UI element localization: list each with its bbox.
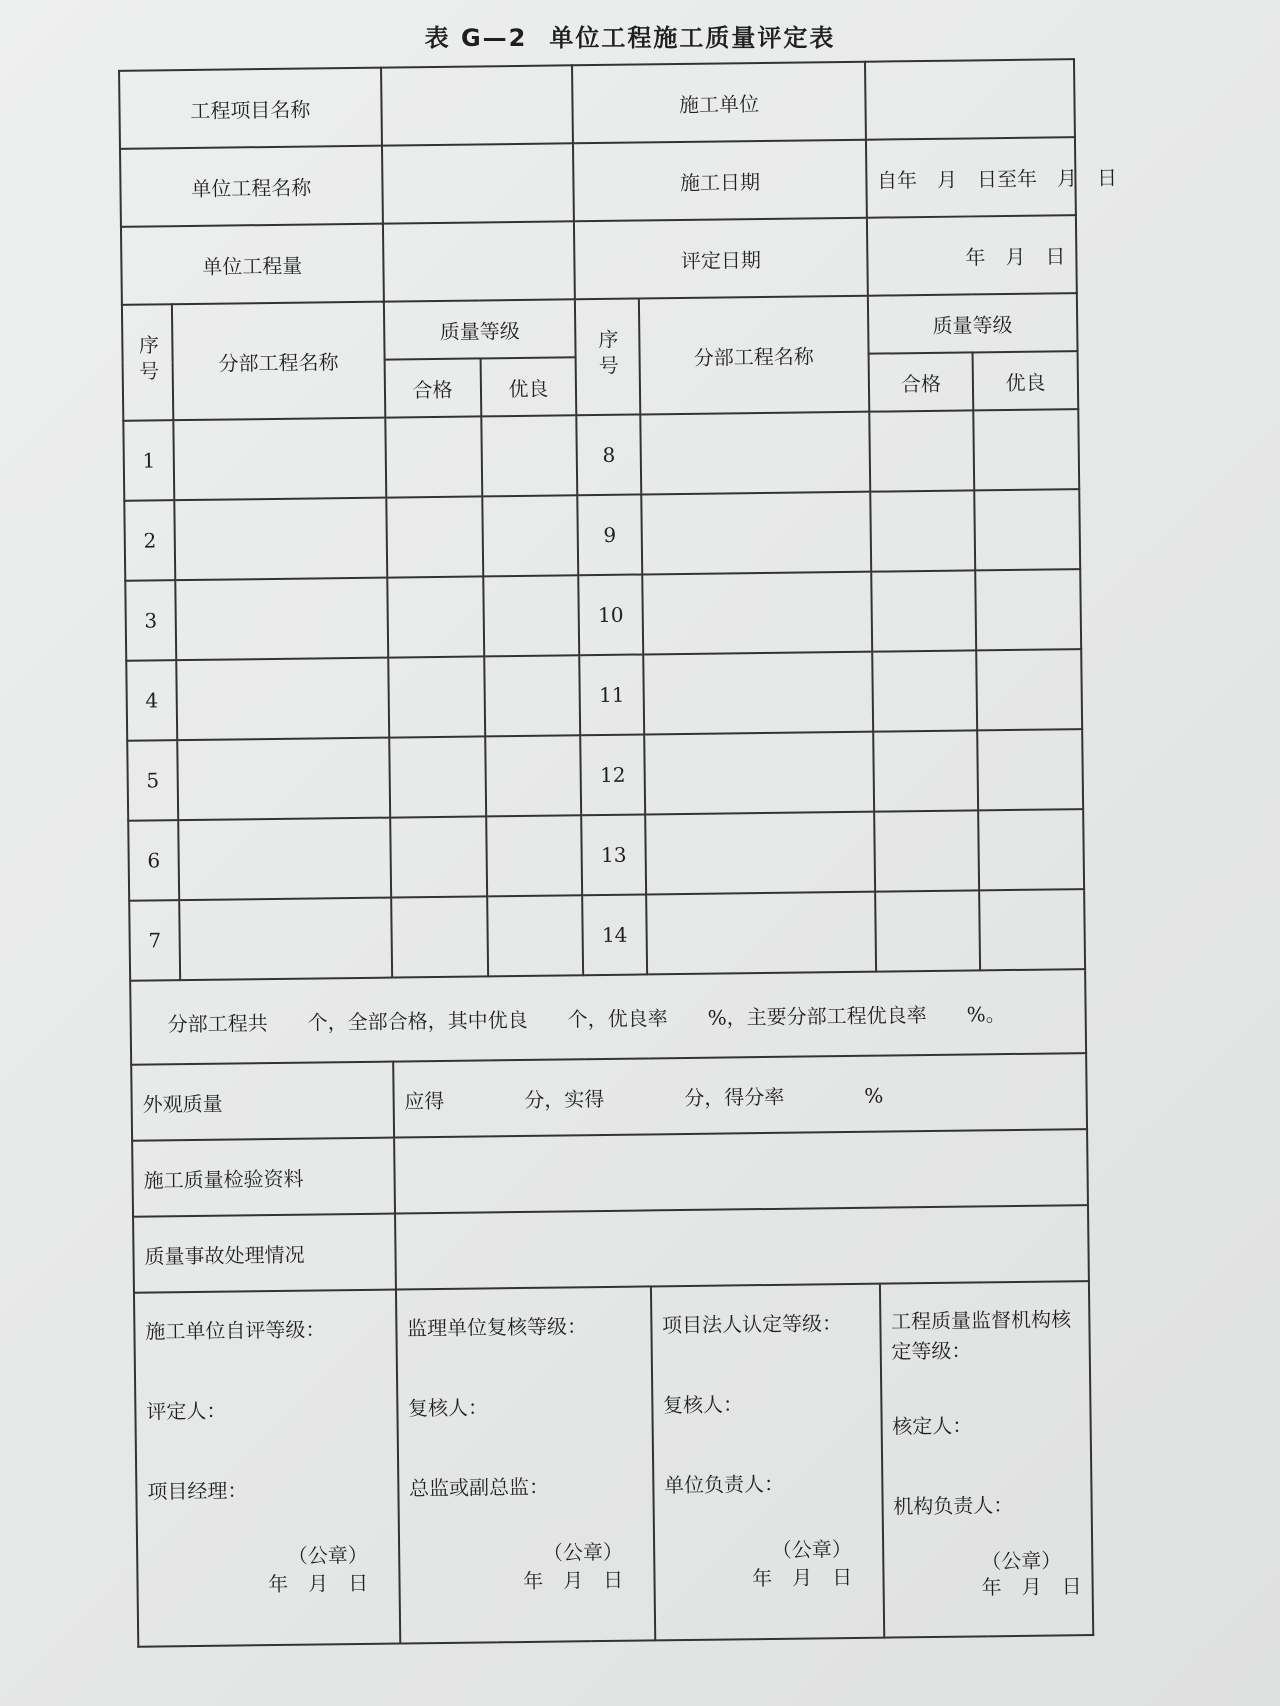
pass-cell[interactable] — [388, 656, 485, 737]
signature-block-owner[interactable] — [651, 1284, 884, 1641]
seal-label: （公章） — [981, 1548, 1062, 1574]
table-row — [126, 649, 1082, 741]
excellent-cell[interactable] — [484, 655, 581, 736]
excellent-cell[interactable] — [975, 569, 1081, 650]
table-row — [127, 729, 1083, 821]
section-name-cell[interactable] — [178, 818, 390, 901]
section-name-cell[interactable] — [645, 812, 875, 895]
seq-header-left: 序号 — [122, 304, 174, 421]
person-label: 评定人： — [146, 1398, 227, 1424]
pass-cell[interactable] — [390, 816, 487, 897]
excellent-cell[interactable] — [486, 815, 583, 896]
inspection-field[interactable] — [394, 1129, 1088, 1213]
pass-cell[interactable] — [869, 410, 975, 491]
seq-number: 2 — [124, 500, 175, 581]
excellent-cell[interactable] — [977, 729, 1083, 810]
person-label: 复核人： — [407, 1395, 489, 1421]
seq-number: 13 — [582, 814, 646, 895]
excellent-header-left: 优良 — [480, 357, 577, 416]
leader-label: 单位负责人： — [663, 1471, 785, 1498]
seq-number: 6 — [128, 820, 179, 901]
project-name-field[interactable] — [381, 65, 574, 145]
pass-cell[interactable] — [872, 650, 978, 731]
grade-label: 工程质量监督机构核定等级： — [890, 1307, 1072, 1364]
seq-number: 9 — [578, 494, 642, 575]
table-row — [128, 809, 1084, 901]
date-mid-text: 年 月 日至 — [896, 166, 1018, 192]
pass-header-right: 合格 — [868, 352, 973, 411]
excellent-cell[interactable] — [978, 809, 1084, 890]
seq-number: 10 — [579, 574, 643, 655]
unit-quantity-label: 单位工程量 — [121, 224, 384, 305]
pass-cell[interactable] — [873, 730, 979, 811]
section-name-cell[interactable] — [642, 572, 872, 655]
construction-date-field[interactable] — [866, 137, 1118, 218]
inspection-label: 施工质量检验资料 — [132, 1138, 395, 1217]
section-name-cell[interactable] — [641, 492, 871, 575]
seal-label: （公章） — [542, 1539, 624, 1565]
leader-label: 总监或副总监： — [408, 1474, 550, 1501]
construction-unit-field[interactable] — [865, 59, 1075, 140]
summary-row — [130, 969, 1086, 1065]
seq-number: 11 — [580, 654, 644, 735]
section-name-cell[interactable] — [179, 898, 391, 981]
pass-cell[interactable] — [871, 570, 977, 651]
grade-label: 施工单位自评等级： — [145, 1317, 326, 1344]
excellent-cell[interactable] — [481, 415, 578, 496]
date-label: 年 月 日 — [751, 1564, 853, 1591]
section-name-cell[interactable] — [173, 418, 385, 501]
pass-header-left: 合格 — [384, 358, 481, 417]
accident-label: 质量事故处理情况 — [133, 1214, 396, 1293]
table-title: 单位工程施工质量评定表 — [549, 24, 836, 52]
pass-cell[interactable] — [875, 890, 981, 971]
excellent-cell[interactable] — [483, 575, 580, 656]
seq-number: 8 — [577, 414, 641, 495]
appearance-row — [131, 1053, 1087, 1141]
evaluation-date-field[interactable]: 年 月 日 — [867, 215, 1077, 296]
pass-cell[interactable] — [874, 810, 980, 891]
appearance-label: 外观质量 — [131, 1062, 394, 1141]
project-name-label: 工程项目名称 — [119, 68, 382, 149]
accident-field[interactable] — [395, 1205, 1089, 1289]
date-label: 年 月 日 — [523, 1567, 624, 1594]
pass-cell[interactable] — [385, 416, 482, 497]
table-code: 表 G—2 — [424, 24, 528, 52]
table-row — [125, 569, 1081, 661]
quality-evaluation-form — [118, 58, 1118, 1648]
section-name-cell[interactable] — [177, 738, 389, 821]
table-row — [129, 889, 1085, 981]
signature-block-supervisor[interactable] — [396, 1286, 655, 1643]
table-row — [124, 489, 1080, 581]
unit-project-name-label: 单位工程名称 — [120, 146, 383, 227]
seq-number: 4 — [126, 660, 177, 741]
header-row-unit — [120, 137, 1076, 227]
seq-number: 12 — [581, 734, 645, 815]
date-label: 年 月 日 — [268, 1570, 369, 1597]
section-name-cell[interactable] — [174, 498, 386, 581]
seq-number: 5 — [127, 740, 178, 821]
seq-header-right: 序号 — [575, 299, 640, 416]
construction-unit-label: 施工单位 — [572, 62, 865, 144]
excellent-cell[interactable] — [975, 489, 1081, 570]
leader-label: 项目经理： — [147, 1478, 248, 1504]
seq-number: 14 — [583, 894, 647, 975]
pass-cell[interactable] — [386, 496, 483, 577]
grade-header-left: 质量等级 — [384, 299, 577, 359]
table-row — [123, 409, 1079, 501]
leader-label: 机构负责人： — [893, 1493, 1014, 1519]
seal-label: （公章） — [771, 1536, 852, 1562]
section-name-cell[interactable] — [175, 578, 387, 661]
appearance-score-text[interactable]: 应得 分，实得 分，得分率 % — [393, 1053, 1087, 1137]
inspection-row — [132, 1129, 1088, 1217]
excellent-cell[interactable] — [974, 409, 1080, 490]
seq-number: 7 — [129, 900, 180, 981]
excellent-cell[interactable] — [979, 889, 1085, 970]
excellent-cell[interactable] — [976, 649, 1082, 730]
accident-row — [133, 1205, 1089, 1293]
pass-cell[interactable] — [391, 896, 488, 977]
name-header-left: 分部工程名称 — [172, 302, 385, 421]
pass-cell[interactable] — [387, 576, 484, 657]
seal-label: （公章） — [287, 1542, 368, 1568]
unit-project-name-field[interactable] — [382, 143, 575, 223]
construction-date-label: 施工日期 — [573, 140, 866, 222]
summary-text: 分部工程共 个，全部合格，其中优良 个，优良率 %，主要分部工程优良率 %。 — [130, 969, 1086, 1065]
excellent-header-right: 优良 — [973, 351, 1078, 410]
date-from-text: 自 — [876, 167, 898, 193]
name-header-right: 分部工程名称 — [639, 296, 869, 415]
excellent-cell[interactable] — [482, 495, 579, 576]
section-name-cell[interactable] — [644, 732, 874, 815]
excellent-cell[interactable] — [487, 895, 584, 976]
signature-block-contractor[interactable] — [134, 1290, 400, 1647]
section-name-cell[interactable] — [640, 412, 870, 495]
header-row-quantity — [121, 215, 1077, 305]
person-label: 核定人： — [892, 1413, 973, 1439]
section-name-cell[interactable] — [176, 658, 388, 741]
grade-label: 监理单位复核等级： — [406, 1314, 588, 1341]
page-title — [0, 18, 1260, 53]
section-name-cell[interactable] — [646, 892, 876, 975]
pass-cell[interactable] — [870, 490, 976, 571]
unit-quantity-field[interactable] — [383, 221, 576, 301]
date-label: 年 月 日 — [981, 1574, 1082, 1600]
evaluation-date-label: 评定日期 — [574, 218, 867, 300]
grade-header-right: 质量等级 — [867, 293, 1077, 354]
section-name-cell[interactable] — [643, 652, 873, 735]
signature-row — [134, 1281, 1093, 1647]
person-label: 复核人： — [662, 1392, 744, 1418]
excellent-cell[interactable] — [485, 735, 582, 816]
signature-block-inspection-agency[interactable] — [880, 1281, 1094, 1638]
pass-cell[interactable] — [389, 736, 486, 817]
header-row-project — [119, 59, 1075, 149]
date-end-text: 年 月 日 — [1016, 165, 1118, 191]
seq-number: 1 — [123, 420, 174, 501]
seq-number: 3 — [125, 580, 176, 661]
grade-label: 项目法人认定等级： — [661, 1311, 843, 1338]
